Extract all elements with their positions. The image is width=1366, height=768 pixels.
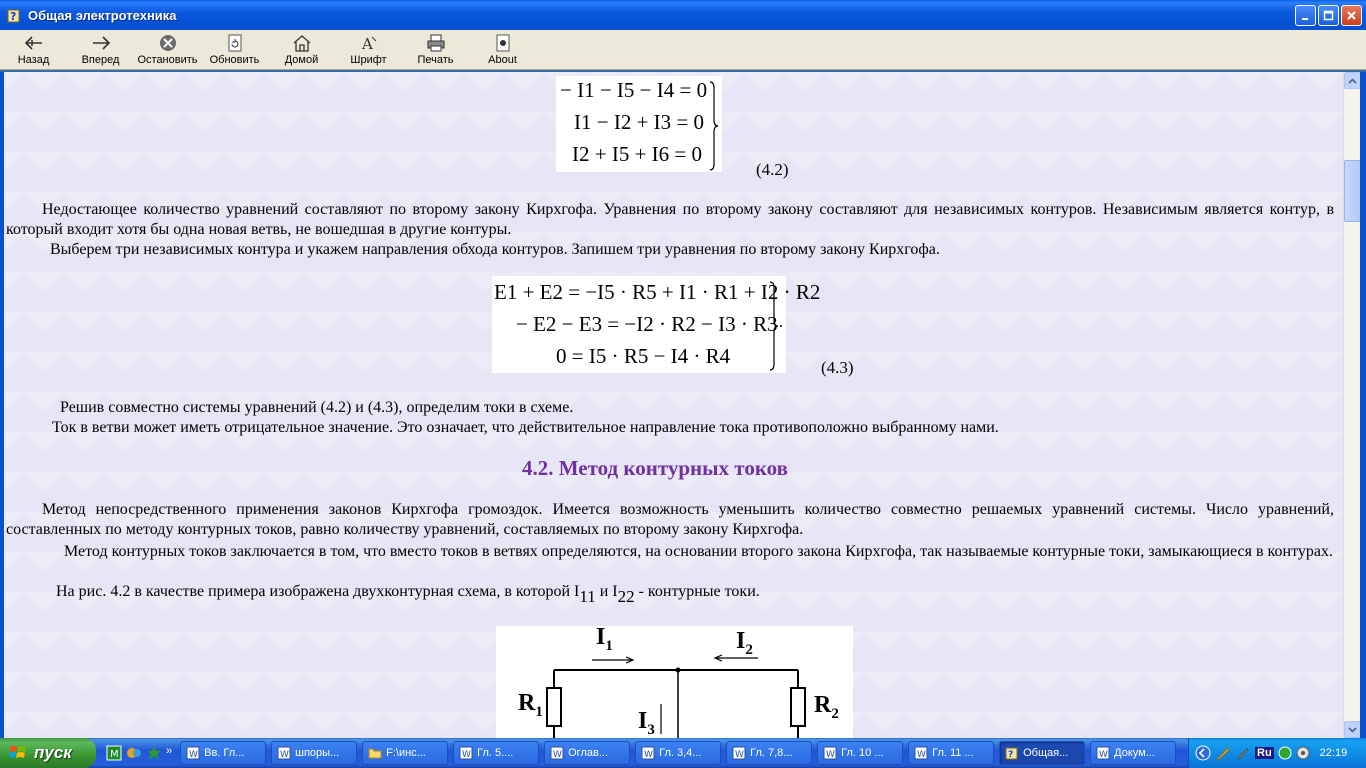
- task-item[interactable]: [817, 741, 903, 765]
- forward-label: Вперед: [81, 54, 120, 66]
- tray-language-label[interactable]: Ru: [1257, 747, 1272, 759]
- paragraph-6: Метод контурных токов заключается в том, что вместо токов в ветвях определяются, на основании второго закона Кирхгофа, так называемые контурные токи, замыкающиеся в контурах.: [64, 543, 1333, 560]
- label-r1-base: R: [518, 690, 536, 716]
- task-label: Вв. Гл...: [204, 747, 245, 759]
- font-icon: [358, 33, 380, 53]
- svg-text:W: W: [917, 750, 927, 760]
- minimize-icon: [1300, 10, 1311, 21]
- home-label: Домой: [284, 54, 319, 66]
- label-i3-base: I: [638, 708, 648, 734]
- equation-4-3-line-3: 0 = I5 · R5 − I4 · R4: [556, 344, 731, 368]
- svg-text:A: A: [361, 35, 373, 53]
- paragraph-5: Метод непосредственного применения законов Кирхгофа громоздок. Имеется возможность уменьшить количество совместно решаемых уравнений системы. Число уравнений, составленных по методу контурных токов, равно количеству уравнений, составляемых по второму закону Кирхгофа.: [6, 501, 1334, 538]
- label-r1: [518, 690, 543, 721]
- label-i1: [596, 624, 613, 655]
- svg-text:W: W: [826, 750, 836, 760]
- tray-green-icon[interactable]: [1278, 746, 1292, 760]
- svg-text:M: M: [110, 749, 119, 760]
- quick-launch: [106, 745, 172, 761]
- font-label: Шрифт: [350, 54, 387, 66]
- word-doc-icon: [732, 746, 746, 760]
- word-doc-icon: [550, 746, 564, 760]
- folder-icon: [368, 746, 382, 760]
- svg-text:?: ?: [1008, 750, 1014, 760]
- task-item[interactable]: [453, 741, 539, 765]
- maximize-button[interactable]: [1318, 5, 1339, 26]
- document-content[interactable]: [4, 72, 1343, 738]
- svg-text:W: W: [735, 750, 745, 760]
- label-i2: [736, 628, 753, 659]
- section-title: 4.2. Метод контурных токов: [522, 456, 788, 480]
- word-doc-icon: [459, 746, 473, 760]
- equation-4-3-line-1: E1 + E2 = −I5 · R5 + I1 · R1 + I2 · R2: [494, 280, 821, 304]
- svg-text:?: ?: [10, 10, 17, 23]
- equation-4-2-brace: [708, 80, 720, 172]
- task-label: Докум...: [1114, 747, 1155, 759]
- home-button[interactable]: [268, 30, 335, 70]
- task-item[interactable]: [362, 741, 448, 765]
- refresh-button[interactable]: [201, 30, 268, 70]
- task-item-active[interactable]: [999, 741, 1085, 765]
- chevron-up-icon: [1348, 78, 1357, 84]
- equation-4-2-line-2: I1 − I2 + I3 = 0: [574, 110, 705, 134]
- scroll-thumb[interactable]: [1344, 160, 1361, 222]
- label-i2-base: I: [736, 628, 746, 654]
- word-doc-icon: [823, 746, 837, 760]
- svg-text:W: W: [189, 750, 199, 760]
- circuit-figure: [496, 626, 853, 738]
- close-icon: [1346, 10, 1357, 21]
- label-i2-sub: 2: [745, 641, 753, 658]
- window-title: Общая электротехника: [28, 7, 177, 23]
- equation-4-2-line-3: I2 + I5 + I6 = 0: [572, 142, 703, 166]
- paragraph-7: [56, 582, 1256, 607]
- circuit-node: [676, 668, 681, 673]
- equation-4-2-line-1: − I1 − I5 − I4 = 0: [560, 78, 708, 102]
- window-right-border: [1360, 72, 1366, 738]
- print-label: Печать: [417, 54, 454, 66]
- task-item[interactable]: [1090, 741, 1176, 765]
- task-label: Гл. 5....: [477, 747, 514, 759]
- label-i3: [638, 708, 655, 738]
- tray-tool-icon[interactable]: [1215, 745, 1231, 761]
- home-icon: [291, 33, 313, 53]
- task-label: Гл. 3,4...: [659, 747, 702, 759]
- paragraph-7-start: На рис. 4.2 в качестве примера изображена двухконтурная схема, в которой I: [56, 583, 580, 600]
- label-i1-base: I: [596, 624, 606, 650]
- paragraph-3: Решив совместно системы уравнений (4.2) и (4.3), определим токи в схеме.: [60, 399, 574, 416]
- svg-text:W: W: [462, 750, 472, 760]
- taskbar: [0, 738, 1366, 768]
- window-title-bar[interactable]: [0, 0, 1366, 30]
- font-button[interactable]: [335, 30, 402, 70]
- label-r1-sub: 1: [535, 703, 543, 720]
- refresh-label: Обновить: [209, 54, 260, 66]
- back-button[interactable]: [0, 30, 67, 70]
- scroll-down-button[interactable]: [1344, 721, 1361, 738]
- back-arrow-icon: [23, 33, 45, 53]
- forward-arrow-icon: [90, 33, 112, 53]
- chevron-down-icon: [1348, 727, 1357, 733]
- paragraph-4: Ток в ветви может иметь отрицательное значение. Это означает, что действительное направление тока противоположно выбранному нами.: [52, 419, 999, 436]
- about-icon: [492, 33, 514, 53]
- word-doc-icon: [1096, 746, 1110, 760]
- about-label: About: [488, 54, 517, 66]
- start-label: пуск: [34, 743, 72, 762]
- task-item[interactable]: [271, 741, 357, 765]
- toolbar: [0, 30, 1366, 70]
- svg-text:W: W: [280, 750, 290, 760]
- task-label: шпоры...: [295, 747, 340, 759]
- task-label: Общая...: [1023, 747, 1069, 759]
- help-book-icon: [1005, 746, 1019, 760]
- tray-pen-icon[interactable]: [1235, 745, 1251, 761]
- label-r2-sub: 2: [831, 705, 839, 722]
- forward-button[interactable]: [67, 30, 134, 70]
- paragraph-7-sub-2: 22: [617, 587, 635, 606]
- task-item[interactable]: [180, 741, 266, 765]
- current-i1-arrow: [592, 657, 633, 663]
- stop-button[interactable]: [134, 30, 201, 70]
- task-item[interactable]: [544, 741, 630, 765]
- stop-icon: [157, 33, 179, 53]
- about-button[interactable]: [469, 30, 536, 70]
- task-label: Оглав...: [568, 747, 608, 759]
- quick-launch-game-icon[interactable]: [146, 745, 162, 761]
- print-icon: [425, 33, 447, 53]
- label-i1-sub: 1: [605, 637, 613, 654]
- label-r2: [814, 692, 839, 723]
- label-r2-base: R: [814, 692, 832, 718]
- word-doc-icon: [186, 746, 200, 760]
- stop-label: Остановить: [137, 54, 198, 66]
- paragraph-7-mid: и I: [595, 583, 618, 600]
- task-item[interactable]: [908, 741, 994, 765]
- task-item[interactable]: [635, 741, 721, 765]
- scroll-up-button[interactable]: [1344, 72, 1361, 89]
- paragraph-2: Выберем три независимых контура и укажем направления обхода контуров. Запишем три уравнения по второму закону Кирхгофа.: [50, 241, 940, 258]
- quick-launch-expand-icon[interactable]: »: [166, 745, 173, 757]
- resistor-r1: [547, 688, 561, 726]
- svg-text:W: W: [644, 750, 654, 760]
- word-doc-icon: [914, 746, 928, 760]
- circuit-diagram: [496, 626, 853, 738]
- tray-collapse-icon[interactable]: [1195, 745, 1211, 761]
- start-button[interactable]: [0, 738, 96, 768]
- maximize-icon: [1323, 10, 1334, 21]
- vertical-scrollbar[interactable]: [1343, 72, 1360, 738]
- resistor-r2: [791, 688, 805, 726]
- quick-launch-app-icon[interactable]: [106, 745, 122, 761]
- equation-4-3-number: (4.3): [821, 358, 854, 377]
- paragraph-7-end: - контурные токи.: [634, 583, 760, 600]
- word-doc-icon: [277, 746, 291, 760]
- windows-logo-icon: [8, 744, 28, 762]
- task-label: Гл. 10 ...: [841, 747, 884, 759]
- equation-4-3-line-2: − E2 − E3 = −I2 · R2 − I3 · R3: [516, 312, 778, 336]
- print-button[interactable]: [402, 30, 469, 70]
- task-label: Гл. 7,8...: [750, 747, 793, 759]
- paragraph-1: Недостающее количество уравнений составляют по второму закону Кирхгофа. Уравнения по второму закону составляют для независимых контуров. Независимым является контур, в который входит хотя бы одна новая ветвь, не вошедшая в другие контуры.: [6, 201, 1334, 238]
- paragraph-7-sub-1: 11: [579, 587, 596, 606]
- quick-launch-media-icon[interactable]: [126, 745, 142, 761]
- minimize-button[interactable]: [1295, 5, 1316, 26]
- help-book-icon: [6, 7, 22, 23]
- tray-network-icon[interactable]: [1296, 746, 1310, 760]
- clock[interactable]: 22:19: [1319, 747, 1348, 759]
- equation-4-2-number: (4.2): [756, 160, 789, 179]
- system-tray: [1188, 738, 1366, 768]
- close-button[interactable]: [1341, 5, 1362, 26]
- refresh-icon: [224, 33, 246, 53]
- svg-text:W: W: [553, 750, 563, 760]
- svg-text:W: W: [1099, 750, 1109, 760]
- task-label: Гл. 11 ...: [932, 747, 974, 759]
- task-item[interactable]: [726, 741, 812, 765]
- back-label: Назад: [17, 54, 50, 66]
- word-doc-icon: [641, 746, 655, 760]
- equation-4-3-brace: [768, 280, 784, 372]
- label-i3-sub: 3: [647, 721, 655, 738]
- task-label: F:\инс...: [386, 747, 426, 759]
